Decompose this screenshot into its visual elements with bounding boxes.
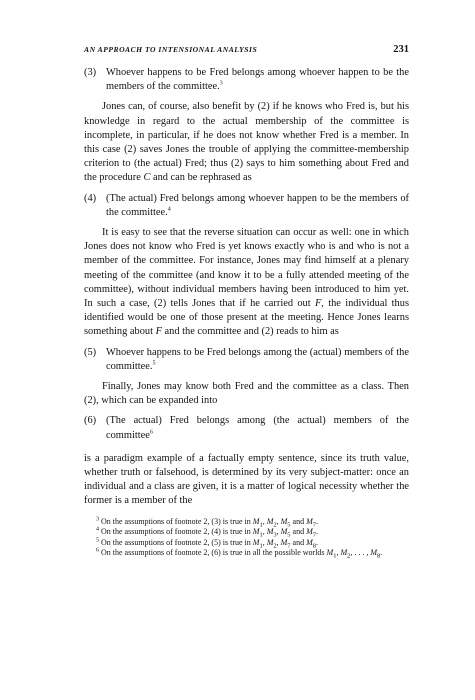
footnote: $^3$ On the assumptions of footnote 2, (3) is true in $M_1$, $M_2$, $M_5$ and $M_7$. — [96, 516, 319, 529]
footnote: $^5$ On the assumptions of footnote 2, (5) is true in $M_1$, $M_2$, $M_7$ and $M_8$. — [96, 537, 319, 550]
page-number: 231 — [393, 44, 409, 55]
sentence-text: Whoever happens to be Fred belongs among whoever happen to be the members of the committee.$^3$ — [106, 67, 409, 93]
sentence-text: (The actual) Fred belongs among whoever happen to be the members of the committee.$^4$ — [106, 192, 409, 218]
sentence-number: (5) — [84, 346, 97, 358]
paragraph: Jones can, of course, also benefit by (2) if he knows who Fred is, but his knowledge in regard to the actual membership of the committee is incomplete, in particular, if he does not know whether Fred is a member. In this case (2) saves Jones the trouble of applying the committee-membership criterion to (the actual) Fred; thus (2) says to him something about Fred and the procedure C and can be rephrased as — [84, 101, 409, 184]
footnote: $^4$ On the assumptions of footnote 2, (4) is true in $M_1$, $M_3$, $M_5$ and $M_7$. — [96, 526, 319, 539]
footnotes — [84, 517, 409, 559]
footnote-ref: 3 — [219, 80, 223, 87]
sentence-text: (The actual) Fred belongs among (the actual) members of the committee$^6$ — [106, 415, 409, 441]
sentence-4 — [84, 192, 409, 220]
paragraph: Finally, Jones may know both Fred and the committee as a class. Then (2), which can be expanded into — [84, 381, 409, 407]
sentence-6 — [84, 414, 409, 442]
sentence-5 — [84, 346, 409, 374]
paragraph: is a paradigm example of a factually empty sentence, since its truth value, whether truth or falsehood, is determined by its very subject-matter: once an individual and a class are given, it is a matter of logical necessity whether the former is a member of the — [84, 452, 409, 507]
running-title: AN APPROACH TO INTENSIONAL ANALYSIS — [84, 45, 258, 54]
sentence-text: Whoever happens to be Fred belongs among the (actual) members of the committee.$^5$ — [106, 346, 409, 372]
sentence-number: (3) — [84, 67, 97, 78]
footnote: $^6$ On the assumptions of footnote 2, (6) is true in all the possible worlds $M_1$, $M_2$, . . . , $M_8$. — [96, 547, 383, 561]
footnote-ref: 5 — [152, 360, 156, 367]
sentence-3 — [84, 66, 409, 94]
sentence-number: (6) — [84, 415, 97, 427]
sentence-number: (4) — [84, 192, 97, 204]
footnote-ref: 6 — [149, 429, 153, 436]
footnote-ref: 4 — [167, 206, 171, 213]
paragraph: It is easy to see that the reverse situation can occur as well: one in which Jones does not know who Fred is yet knows exactly who is and who is not a member of the committee. For instance, Jones may find himself at a plenary meeting of the committee (and know it to be a fully attended meeting of the committee), without individual members having been introduced to him yet. In such a case, (2) tells Jones that if he carried out F, the individual thus identified would be one of those present at the meeting. Hence Jones learns something about F and the committee and (2) reads to him as — [84, 227, 409, 338]
page-header — [84, 44, 409, 62]
